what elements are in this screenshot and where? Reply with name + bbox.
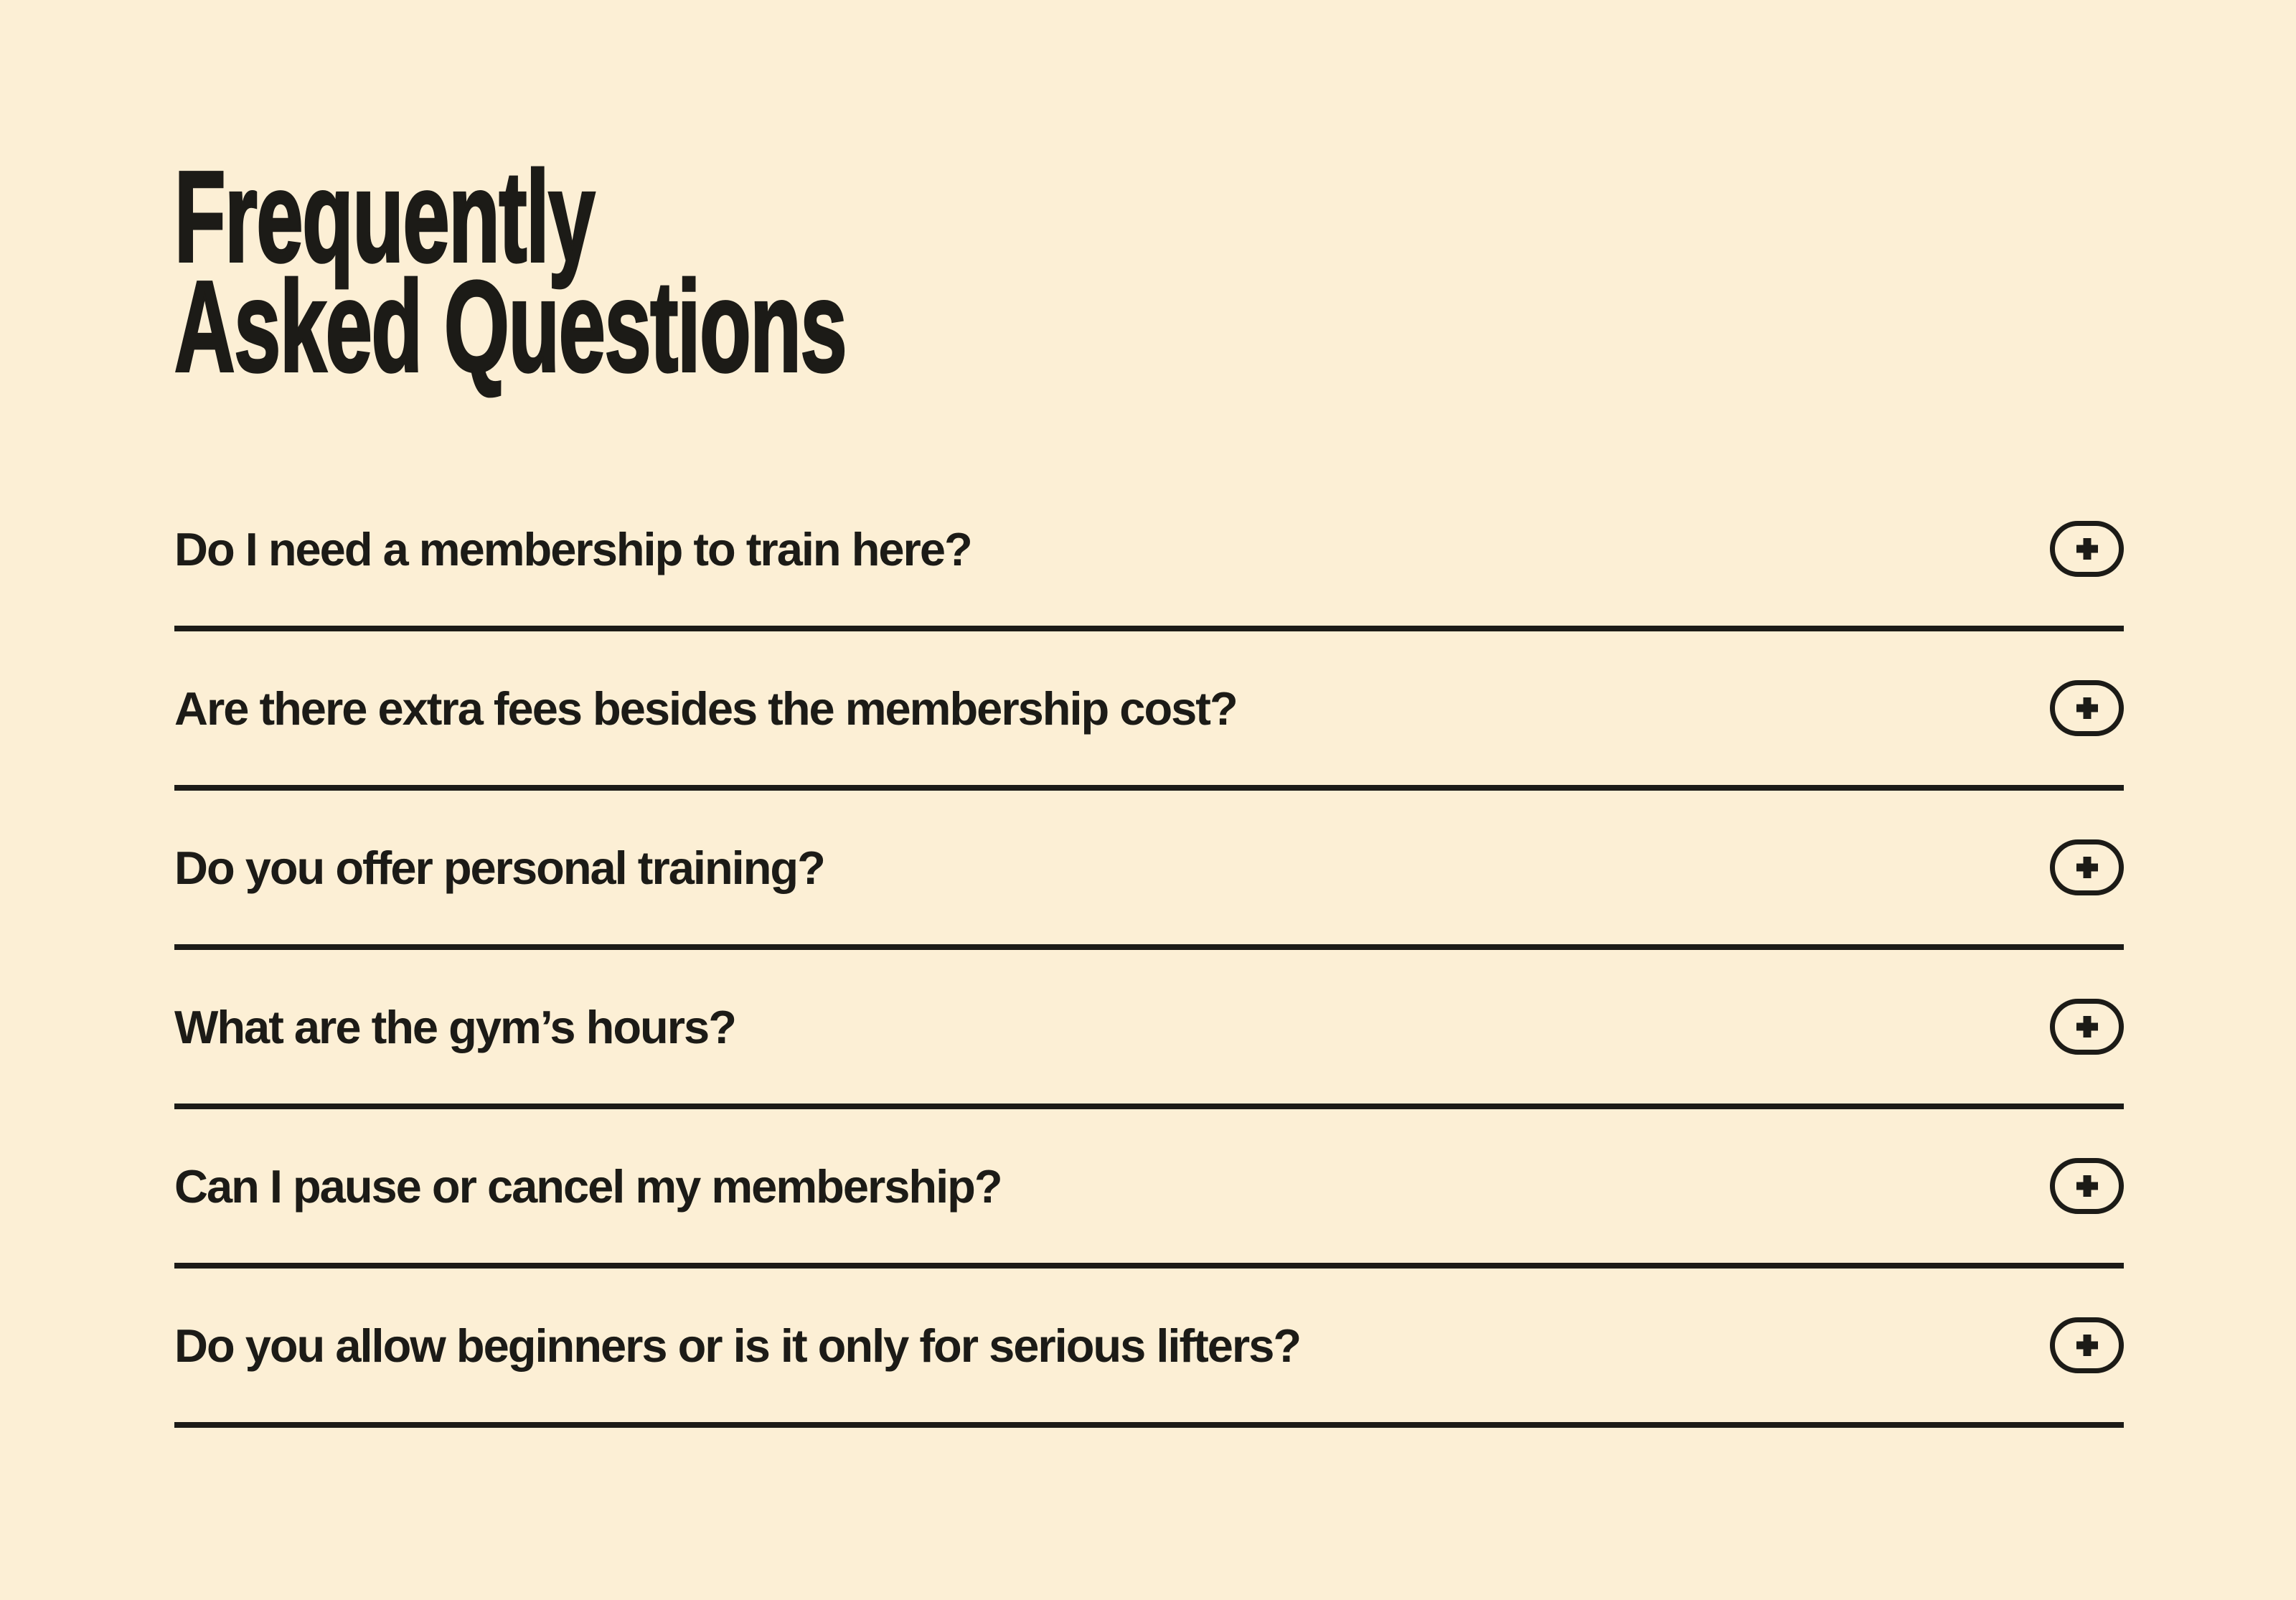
faq-item[interactable] bbox=[174, 950, 2124, 1109]
faq-question: Can I pause or cancel my membership? bbox=[174, 1159, 1002, 1213]
faq-question: Do you allow beginners or is it only for serious lifters? bbox=[174, 1319, 1301, 1372]
faq-item[interactable] bbox=[174, 631, 2124, 791]
faq-item[interactable] bbox=[174, 1269, 2124, 1428]
expand-button[interactable] bbox=[2050, 680, 2124, 736]
plus-icon bbox=[2075, 1015, 2099, 1039]
page-title-line-1: Frequently bbox=[174, 145, 595, 289]
faq-item[interactable] bbox=[174, 472, 2124, 631]
page-title-line-2: Asked Questions bbox=[174, 255, 847, 399]
plus-icon bbox=[2075, 696, 2099, 720]
faq-item[interactable] bbox=[174, 791, 2124, 950]
faq-question: Do I need a membership to train here? bbox=[174, 522, 971, 575]
plus-icon bbox=[2075, 537, 2099, 561]
expand-button[interactable] bbox=[2050, 1158, 2124, 1214]
faq-list bbox=[174, 472, 2124, 1428]
expand-button[interactable] bbox=[2050, 521, 2124, 577]
faq-question: What are the gym’s hours? bbox=[174, 1000, 735, 1053]
faq-question: Are there extra fees besides the membership cost? bbox=[174, 682, 1237, 735]
faq-question: Do you offer personal training? bbox=[174, 841, 824, 894]
page-title bbox=[174, 145, 847, 399]
expand-button[interactable] bbox=[2050, 1317, 2124, 1373]
expand-button[interactable] bbox=[2050, 999, 2124, 1055]
expand-button[interactable] bbox=[2050, 839, 2124, 895]
plus-icon bbox=[2075, 1333, 2099, 1357]
plus-icon bbox=[2075, 855, 2099, 880]
plus-icon bbox=[2075, 1174, 2099, 1198]
faq-item[interactable] bbox=[174, 1109, 2124, 1269]
